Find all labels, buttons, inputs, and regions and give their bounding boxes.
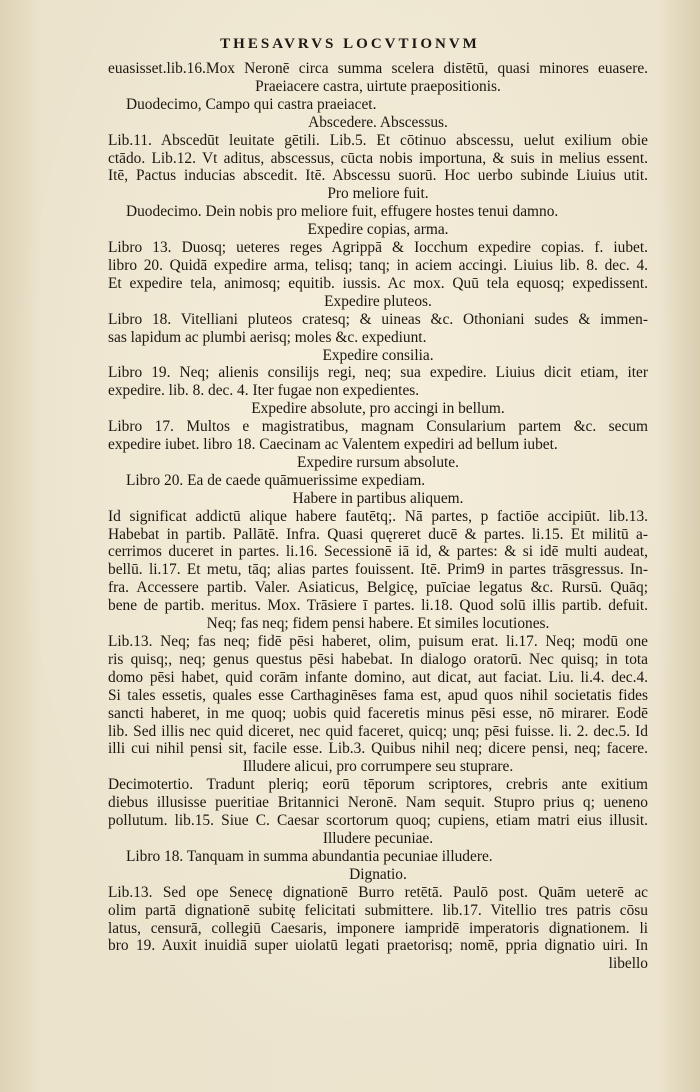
text-line: diebus illusisse pueritiae Britannici Neronē. Nam sequit. Stupro prius q; ueneno [108,794,648,812]
section-heading: Neq; fas neq; fidem pensi habere. Et similes locutiones. [206,615,550,633]
text-line: Itē, Pactus inducias abscedit. Itē. Abscessu suorū. Hoc uerbo subinde Liuius utit. [108,167,648,185]
section-heading: Illudere alicui, pro corrumpere seu stuprare. [242,758,514,776]
text-line: Duodecimo. Dein nobis pro meliore fuit, effugere hostes tenui damno. [126,203,559,221]
section-heading: Pro meliore fuit. [327,185,429,203]
body-text [108,60,648,973]
text-line: Et expedire tela, animosq; equitib. iussis. Ac mox. Quū tela equosq; expedissent. [108,274,648,292]
section-heading: Abscedere. Abscessus. [308,113,448,131]
section-heading: Illudere pecuniae. [322,829,434,847]
section-heading: Praeiacere castra, uirtute praepositionis. [255,77,501,95]
text-line: domo pēsi habet, quid corām infante domino, aut dicat, aut faciat. Liu. li.4. dec.4. [108,668,648,686]
text-line: olim partā dignationē subitę felicitati submittere. lib.17. Vitellio tres patris cōsu [108,901,648,919]
text-line: Lib.13. Sed ope Senecę dignationē Burro retētā. Paulō post. Quām ueterē ac [108,883,648,901]
text-line: sancti haberet, in me quoq; uobis quid faceretis minus pēsi esse, nō mirarer. Eodē [108,704,648,722]
text-line: euasisset.lib.16.Mox Neronē circa summa scelera distētū, quasi minores euasere. [108,60,648,77]
text-line: Libro 19. Neq; alienis consilijs regi, neq; sua expedire. Liuius dicit etiam, iter [108,364,648,382]
section-heading: Expedire rursum absolute. [297,453,459,471]
text-line: Libro 17. Multos e magistratibus, magnam Consularium partem &c. secum [108,418,648,436]
text-line: Lib.11. Abscedūt leuitate gētili. Lib.5. Et cōtinuo abscessu, uelut exilium obie [108,131,648,149]
text-line: Libro 20. Ea de caede quāmuerissime expediam. [126,471,426,489]
text-line: sas lapidum ac plumbi aerisq; moles &c. expediunt. [108,328,427,346]
text-line: Si tales essetis, quales esse Carthaginēses fama est, apud quos nihil societatis fides [108,686,648,704]
text-line: ris quisq;, neq; genus questus pēsi habebat. In dialogo oratorū. Nec quisq; in tota [108,650,648,668]
text-line: Duodecimo, Campo qui castra praeiacet. [126,95,377,113]
text-line: bro 19. Auxit inuidiā super uiolatū legati praetorisq; nomē, ppria dignatio uiri. In [108,937,648,955]
text-line: Libro 18. Vitelliani pluteos cratesq; & uineas &c. Othoniani sudes & immen- [108,310,648,328]
catchword: libello [608,955,648,973]
text-line: ctādo. Lib.12. Vt aditus, abscessus, cūcta nobis importuna, & suis in melius essent. [108,149,648,167]
text-line: Habebat in partib. Pallātē. Infra. Quasi quęreret ducē & partes. li.15. Et militū a- [108,525,648,543]
section-heading: Expedire copias, arma. [307,221,449,239]
text-line: cerrimos duceret in partes. li.16. Secessionē iā id, & partes: & si idē multi audeat, [108,543,648,561]
section-heading: Dignatio. [349,865,407,883]
text-line: illi cui nihil pensi sit, facile esse. Lib.3. Quibus nihil neq; dicere pensi, neq; facere. [108,740,648,758]
text-line: Lib.13. Neq; fas neq; fidē pēsi haberet, olim, puisum erat. li.17. Neq; modū one [108,633,648,650]
running-head: THESAVRVS LOCVTIONVM [220,36,480,52]
text-line: expedire iubet. libro 18. Caecinam ac Valentem expediri ad bellum iubet. [108,436,558,454]
text-line: latus, censurā, collegiū Caesaris, imponere iampridē imperatoris dignationem. li [108,919,648,937]
text-line: libro 20. Quidā expedire arma, telisq; tanq; in aciem accingi. Liuius lib. 8. dec. 4. [108,256,648,274]
text-line: Decimotertio. Tradunt pleriq; eorū tēporum scriptores, crebris ante exitium [108,776,648,794]
text-line: lib. Sed illis nec quid diceret, nec quid faceret, quicq; unq; pēsi fuisse. li. 2. dec.5. Id [108,722,648,740]
text-line: bellū. li.17. Et metu, tāq; alias partes fouissent. Itē. Prim9 in partes trāsgressus. In- [108,561,648,579]
text-line: pollutum. lib.15. Siue C. Caesar scortorum quoq; cupiens, etiam matri eius illusit. [108,812,648,830]
text-line: Id significat addictū alique habere fautētq;. Nā partes, p factiōe accipiūt. lib.13. [108,507,648,525]
text-line: expedire. lib. 8. dec. 4. Iter fugae non expedientes. [108,382,420,400]
text-line: fra. Accessere partib. Valer. Asiaticus, Belgicę, puīciae legatus &c. Rursū. Quāq; [108,579,648,597]
section-heading: Habere in partibus aliquem. [292,489,464,507]
section-heading: Expedire consilia. [322,346,434,364]
text-line: Libro 13. Duosq; ueteres reges Agrippā & Iocchum expedire copias. f. iubet. [108,239,648,257]
text-line: bene de partib. meritus. Mox. Trāsiere ī partes. li.18. Quod solū illis partib. defuit. [108,597,648,615]
section-heading: Expedire absolute, pro accingi in bellum. [251,400,505,418]
section-heading: Expedire pluteos. [324,292,432,310]
text-line: Libro 18. Tanquam in summa abundantia pecuniae illudere. [126,847,493,865]
